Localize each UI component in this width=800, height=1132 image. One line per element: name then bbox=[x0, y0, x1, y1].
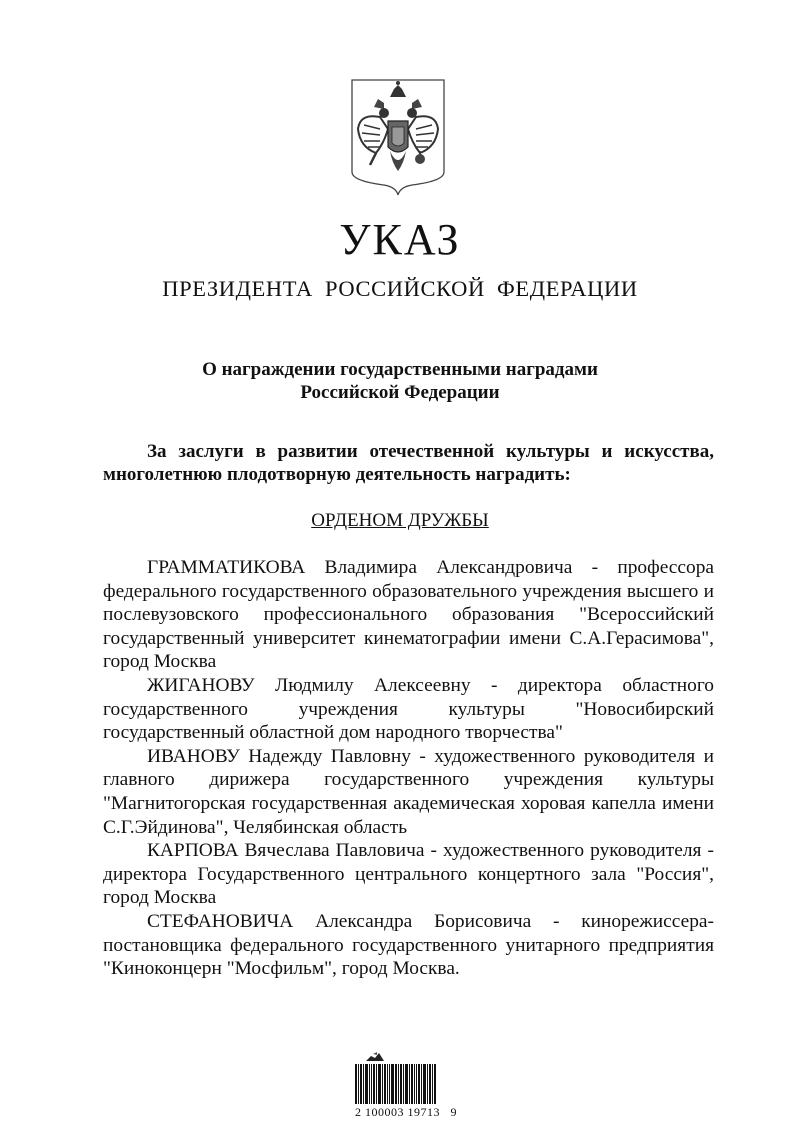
barcode-number: 2 100003 19713 9 bbox=[355, 1105, 457, 1119]
awardee-entry: ИВАНОВУ Надежду Павловну - художественного руководителя и главного дирижера государственного учреждения культуры "Магнитогорская государственная академическая хоровая капелла имени С.Г.Эйдинова", Челябинская область bbox=[103, 745, 714, 838]
decree-heading bbox=[0, 358, 800, 404]
coat-of-arms-emblem bbox=[350, 77, 446, 197]
award-title-text: ОРДЕНОМ ДРУЖБЫ bbox=[311, 510, 489, 531]
document-subtitle: ПРЕЗИДЕНТА РОССИЙСКОЙ ФЕДЕРАЦИИ bbox=[162, 276, 638, 301]
decree-heading-line: О награждении государственными наградами bbox=[202, 359, 598, 380]
award-title bbox=[0, 510, 800, 532]
barcode-bars bbox=[355, 1064, 465, 1104]
barcode bbox=[355, 1050, 465, 1125]
awardee-entry: ГРАММАТИКОВА Владимира Александровича - профессора федерального государственного образовательного учреждения высшего и послевузовского профессионального образования "Всероссийский государственный университет кинематографии имени С.А.Герасимова", город Москва bbox=[103, 557, 714, 673]
document-title: УКАЗ bbox=[339, 215, 461, 264]
awardee-list bbox=[103, 556, 714, 981]
decree-heading-line: Российской Федерации bbox=[300, 382, 500, 403]
awardee-entry: ЖИГАНОВУ Людмилу Алексеевну - директора областного государственного учреждения культуры "Новосибирский государственный областной дом народного творчества" bbox=[103, 674, 714, 744]
decree-intro: За заслуги в развитии отечественной культуры и искусства, многолетнюю плодотворную деятельность наградить: bbox=[103, 441, 714, 485]
awardee-entry: КАРПОВА Вячеслава Павловича - художественного руководителя - директора Государственного центрального концертного зала "Россия", город Москва bbox=[103, 840, 714, 909]
publisher-mark-icon bbox=[365, 1050, 385, 1062]
awardee-entry: СТЕФАНОВИЧА Александра Борисовича - кинорежиссера-постановщика федерального государственного унитарного предприятия "Киноконцерн "Мосфильм", город Москва. bbox=[103, 910, 714, 980]
russian-coat-of-arms-icon bbox=[350, 77, 446, 197]
